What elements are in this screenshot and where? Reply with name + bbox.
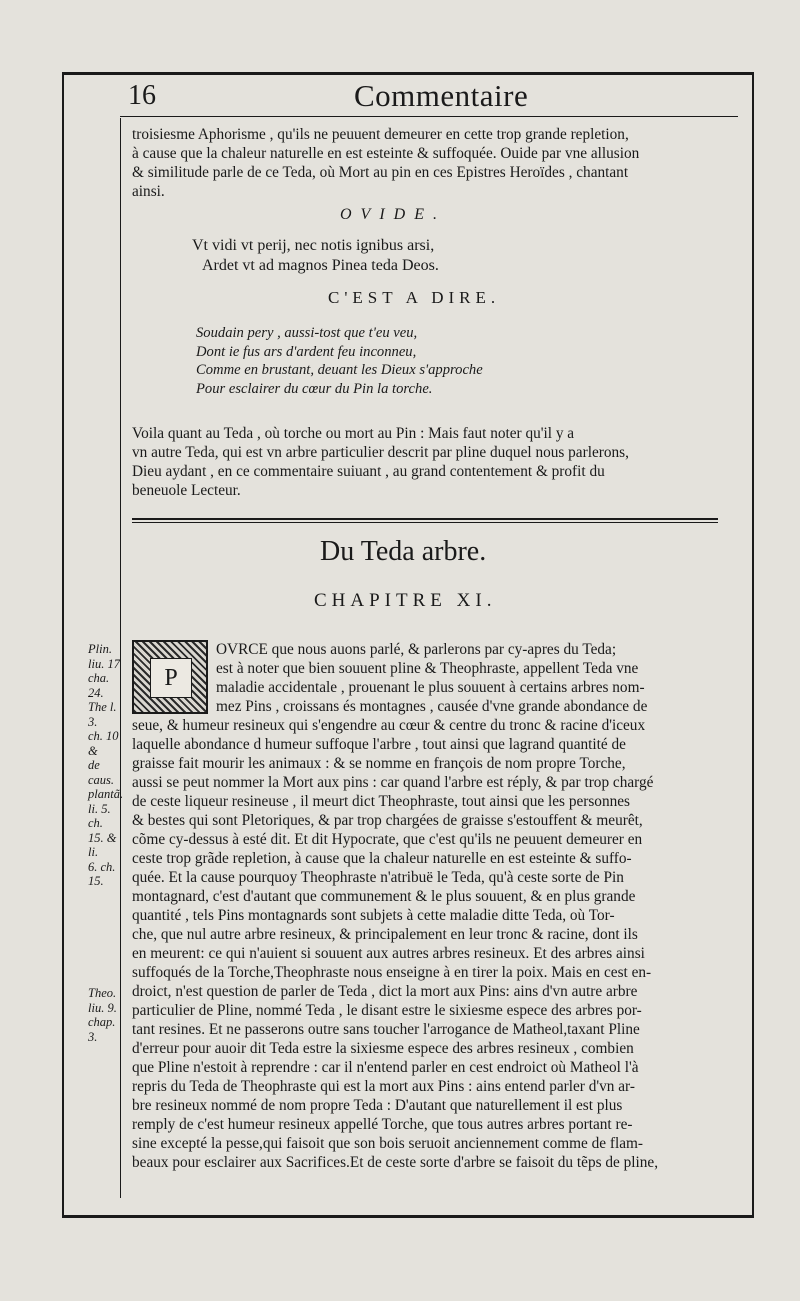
margin-line: The l. 3. bbox=[88, 700, 117, 729]
text-line: seue, & humeur resineux qui s'engendre au cœur & centre du tronc & racine d'iceux bbox=[132, 717, 646, 734]
verse-line: Pour esclairer du cœur du Pin la torche. bbox=[196, 380, 433, 397]
margin-line: 15. & li. bbox=[88, 830, 117, 859]
text-line: ainsi. bbox=[132, 183, 165, 200]
margin-line: de caus. bbox=[88, 758, 115, 787]
margin-line: 6. ch. 15. bbox=[88, 859, 116, 888]
text-line: vn autre Teda, qui est vn arbre particulier descrit par pline duquel nous parlerons, bbox=[132, 444, 629, 461]
verse-line: Comme en brustant, deuant les Dieux s'approche bbox=[196, 362, 483, 378]
text-line: aussi se peut nommer la Mort aux pins : car quand l'arbre est réply, & par trop chargé bbox=[132, 774, 654, 791]
frame-left-rule bbox=[62, 72, 64, 1217]
frame-top-rule bbox=[62, 72, 754, 75]
latin-verse bbox=[192, 236, 439, 276]
text-line: remply de c'est humeur resineux appellé Torche, que tous autres arbres portant re- bbox=[132, 1116, 633, 1133]
chapter-title: Du Teda arbre. bbox=[320, 536, 487, 567]
text-line: repris du Teda de Theophraste qui est la mort aux Pins : ains entend parler d'vn ar- bbox=[132, 1078, 635, 1095]
text-line: en meurent: ce qui n'auient si souuent aux autres arbres resineux. Et des arbres ainsi bbox=[132, 945, 645, 962]
text-line: bre resineux nommé de nom propre Teda : D'autant que naturellement il est plus bbox=[132, 1097, 623, 1114]
text-line: laquelle abondance d humeur suffoque l'arbre , tout ainsi que lagrand quantité de bbox=[132, 736, 626, 753]
text-line: graisse fait mourir les animaux : & se nomme en françois de nom propre Torche, bbox=[132, 755, 626, 772]
text-line: quantité , tels Pins montagnards sont subjets à cette maladie ditte Teda, où Tor- bbox=[132, 907, 615, 924]
margin-note-plin bbox=[88, 642, 122, 889]
verse-line: Soudain pery , aussi-tost que t'eu veu, bbox=[196, 325, 418, 341]
text-line: OVRCE que nous auons parlé, & parlerons par cy-apres du Teda; bbox=[216, 641, 617, 658]
text-line: à cause que la chaleur naturelle en est esteinte & suffoquée. Ouide par vne allusion bbox=[132, 145, 640, 162]
margin-note-theo bbox=[88, 986, 122, 1044]
verse-line: Vt vidi vt perij, nec notis ignibus arsi, bbox=[192, 237, 435, 254]
dropcap-letter: P bbox=[150, 658, 192, 698]
text-line: montagnard, c'est d'autant que communement & le plus souuent, & en plus grande bbox=[132, 888, 636, 905]
margin-line: plantã. bbox=[88, 787, 124, 801]
text-line: maladie accidentale , prouenant le plus souuent à certains arbres nom- bbox=[216, 679, 645, 696]
margin-line: Plin. bbox=[88, 642, 112, 656]
margin-line: ch. 10 & bbox=[88, 729, 119, 758]
translation-heading: C'EST A DIRE. bbox=[328, 288, 501, 307]
chapter-number: CHAPITRE XI. bbox=[314, 590, 497, 611]
text-line: troisiesme Aphorisme , qu'ils ne peuuent demeurer en cette trop grande repletion, bbox=[132, 126, 629, 143]
margin-line: chap. 3. bbox=[88, 1015, 116, 1044]
margin-line: li. 5. ch. bbox=[88, 801, 111, 830]
text-line: droict, n'est question de parler de Teda , dict la mort aux Pins: ains d'vn autre arbre bbox=[132, 983, 638, 1000]
margin-line: Theo. bbox=[88, 986, 117, 1000]
frame-right-rule bbox=[752, 72, 754, 1217]
text-line: Voila quant au Teda , où torche ou mort au Pin : Mais faut noter qu'il y a bbox=[132, 425, 575, 442]
text-line: ceste trop grãde repletion, à cause que la chaleur naturelle en est esteinte & suffo- bbox=[132, 850, 632, 867]
text-line: quée. Et la cause pourquoy Theophraste n'atribuë le Teda, qu'à ceste sorte de Pin bbox=[132, 869, 624, 886]
text-line: beneuole Lecteur. bbox=[132, 482, 241, 499]
verse-author: OVIDE. bbox=[340, 206, 446, 223]
text-line: Dieu aydant , en ce commentaire suiuant , au grand contentement & profit du bbox=[132, 463, 605, 480]
french-verse bbox=[196, 324, 483, 398]
text-line: d'erreur pour auoir dit Teda estre la sixiesme espece des arbres resineux , combien bbox=[132, 1040, 634, 1057]
text-line: che, que nul autre arbre resineux, & principalement en leur tronc & racine, dont ils bbox=[132, 926, 638, 943]
running-title: Commentaire bbox=[354, 78, 529, 113]
text-line: cõme cy-dessus à esté dit. Et dit Hypocrate, que c'est qu'ils ne peuuent demeurer en bbox=[132, 831, 643, 848]
text-line: & bestes qui sont Pletoriques, & par trop chargées de graisse s'estouffent & meurêt, bbox=[132, 812, 643, 829]
text-line: de ceste liqueur resineuse , il meurt dict Theophraste, tout ainsi que les personnes bbox=[132, 793, 631, 810]
text-line: est à noter que bien souuent pline & Theophraste, appellent Teda vne bbox=[216, 660, 639, 677]
section-divider bbox=[132, 518, 718, 520]
margin-line: liu. 9. bbox=[88, 1000, 117, 1015]
text-line: particulier de Pline, nommé Teda , le disant estre le sixiesme espece des arbres por- bbox=[132, 1002, 642, 1019]
intro-paragraph bbox=[132, 125, 737, 201]
text-line: tant resines. Et ne passerons outre sans toucher l'arrogance de Matheol,taxant Pline bbox=[132, 1021, 640, 1038]
text-line: suffoqués de la Torche,Theophraste nous enseigne à en tirer la poix. Mais en cest en- bbox=[132, 964, 652, 981]
margin-line: cha. 24. bbox=[88, 671, 110, 700]
header-rule bbox=[120, 116, 738, 117]
frame-bottom-rule bbox=[62, 1215, 754, 1218]
verse-line: Ardet vt ad magnos Pinea teda Deos. bbox=[202, 257, 439, 274]
section-divider-thin bbox=[132, 522, 718, 523]
verse-line: Dont ie fus ars d'ardent feu inconneu, bbox=[196, 343, 417, 360]
page-number: 16 bbox=[128, 80, 156, 111]
closing-paragraph bbox=[132, 424, 737, 500]
text-line: sine excepté la pesse,qui faisoit que son bois seruoit anciennement comme de flam- bbox=[132, 1135, 644, 1152]
text-line: mez Pins , croissans és montagnes , causée d'vne grande abondance de bbox=[216, 698, 648, 715]
text-line: beaux pour esclairer aux Sacrifices.Et de ceste sorte d'arbre se faisoit du tẽps de pline, bbox=[132, 1154, 659, 1171]
chapter-body bbox=[132, 640, 737, 1172]
margin-line: liu. 17 bbox=[88, 656, 120, 671]
text-line: que Pline n'estoit à reprendre : car il n'entend parler en cest endroict où Matheol l'à bbox=[132, 1059, 639, 1076]
text-line: & similitude parle de ce Teda, où Mort au pin en ces Epistres Heroïdes , chantant bbox=[132, 164, 629, 181]
